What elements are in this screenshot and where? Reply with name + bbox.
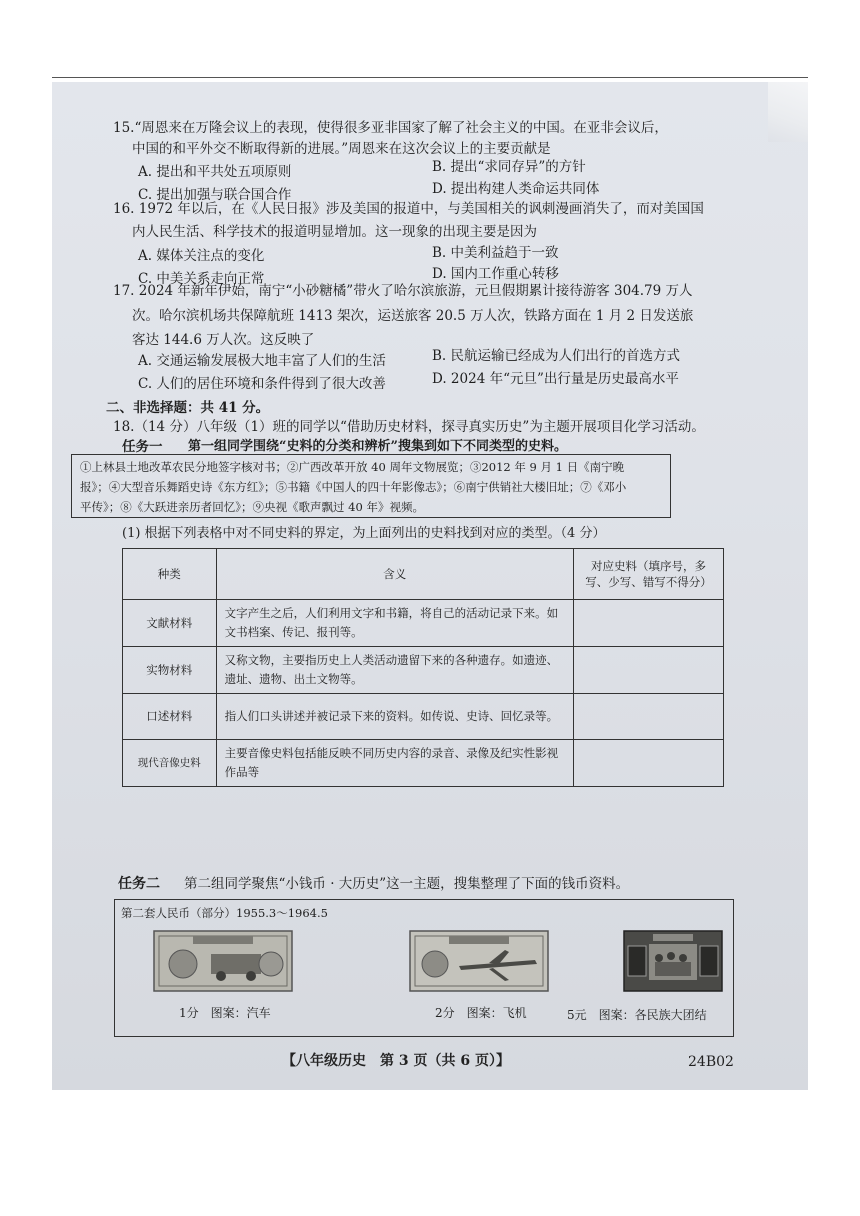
row-meaning: 又称文物，主要指历史上人类活动遗留下来的各种遗存。如遗迹、遗址、遗物、出土文物等。: [216, 647, 573, 694]
banknote-5yuan-image: [623, 930, 723, 992]
page-footer-code: 24B02: [688, 1054, 734, 1070]
table-header-row: [123, 549, 724, 600]
q15-option-a: A. 提出和平共处五项原则: [138, 164, 292, 180]
row-answer-cell[interactable]: [573, 647, 723, 694]
task1-label: 任务一: [122, 439, 163, 455]
row-kind: 现代音像史料: [123, 740, 217, 787]
q15-stem-line2: 中国的和平外交不断取得新的进展。”周恩来在这次会议上的主要贡献是: [132, 141, 551, 157]
task1-text: 第一组同学围绕“史料的分类和辨析”搜集到如下不同类型的史料。: [188, 439, 567, 454]
q16-option-a: A. 媒体关注点的变化: [138, 248, 265, 264]
coin-caption-1: 1分 图案：汽车: [179, 1006, 271, 1020]
q17-option-b: B. 民航运输已经成为人们出行的首选方式: [432, 348, 681, 364]
q15-option-d: D. 提出构建人类命运共同体: [432, 181, 600, 197]
q17-stem-line2: 次。哈尔滨机场共保障航班 1413 架次，运送旅客 20.5 万人次，铁路方面在 1 月 2 日发送旅: [132, 308, 694, 324]
task2-label: 任务二: [118, 876, 160, 892]
banknote-1fen-image: [153, 930, 293, 992]
top-rule: [52, 77, 808, 78]
table-header-meaning: 含义: [216, 549, 573, 600]
row-kind: 实物材料: [123, 647, 217, 694]
table-row: [123, 600, 724, 647]
banknote-1fen: [153, 930, 293, 992]
row-kind: 口述材料: [123, 694, 217, 740]
source-type-table: [122, 548, 724, 787]
coin-caption-3: 5元 图案：各民族大团结: [567, 1008, 707, 1022]
q17-stem-line1: 17. 2024 年新年伊始，南宁“小砂糖橘”带火了哈尔滨旅游，元旦假期累计接待游客 304.79 万人: [113, 283, 693, 299]
q18-stem: 18.（14 分）八年级（1）班的同学以“借助历史材料，探寻真实历史”为主题开展项目化学习活动。: [113, 419, 705, 435]
q16-option-c: C. 中美关系走向正常: [138, 271, 265, 287]
q16-stem-line2: 内人民生活、科学技术的报道明显增加。这一现象的出现主要是因为: [132, 224, 537, 240]
table-row: [123, 694, 724, 740]
page-curl: [768, 82, 808, 142]
q15-option-c: C. 提出加强与联合国合作: [138, 187, 292, 203]
coin-caption-2: 2分 图案：飞机: [435, 1006, 527, 1020]
q17-option-a: A. 交通运输发展极大地丰富了人们的生活: [138, 353, 386, 369]
sources-line1: ①上林县土地改革农民分地签字核对书；②广西改革开放 40 周年文物展览；③2012 年 9 月 1 日《南宁晚: [80, 460, 625, 474]
section-title: 二、非选择题：共 41 分。: [106, 400, 270, 416]
q15-stem-line1: 15.“周恩来在万隆会议上的表现，使得很多亚非国家了解了社会主义的中国。在亚非会议后，: [113, 120, 668, 136]
q17-option-d: D. 2024 年“元旦”出行量是历史最高水平: [432, 371, 679, 387]
q16-option-b: B. 中美利益趋于一致: [432, 245, 559, 261]
q17-option-c: C. 人们的居住环境和条件得到了很大改善: [138, 376, 386, 392]
row-answer-cell[interactable]: [573, 600, 723, 647]
currency-title: 第二套人民币（部分）1955.3～1964.5: [121, 906, 328, 920]
q15-option-b: B. 提出“求同存异”的方针: [432, 159, 586, 175]
row-meaning: 指人们口头讲述并被记录下来的资料。如传说、史诗、回忆录等。: [216, 694, 573, 740]
currency-box: [114, 899, 734, 1037]
row-kind: 文献材料: [123, 600, 217, 647]
sources-line2: 报》；④大型音乐舞蹈史诗《东方红》；⑤书籍《中国人的四十年影像志》；⑥南宁供销社大楼旧址；⑦《邓小: [80, 480, 627, 494]
row-meaning: 主要音像史料包括能反映不同历史内容的录音、录像及纪实性影视作品等: [216, 740, 573, 787]
sources-line3: 平传》；⑧《大跃进亲历者回忆》；⑨央视《歌声飘过 40 年》视频。: [80, 500, 424, 514]
banknote-5yuan: [623, 930, 723, 992]
exam-page-photo: [52, 82, 808, 1090]
q17-stem-line3: 客达 144.6 万人次。这反映了: [132, 332, 315, 348]
page-footer-label: 【八年级历史 第 3 页（共 6 页）】: [282, 1053, 510, 1069]
q16-option-d: D. 国内工作重心转移: [432, 266, 559, 282]
row-answer-cell[interactable]: [573, 740, 723, 787]
table-header-answer-line2: 写、少写、错写不得分）: [585, 575, 712, 589]
banknote-2fen: [409, 930, 549, 992]
row-meaning: 文字产生之后，人们利用文字和书籍，将自己的活动记录下来。如文书档案、传记、报刊等。: [216, 600, 573, 647]
task2-text: 第二组同学聚焦“小钱币 · 大历史”这一主题，搜集整理了下面的钱币资料。: [184, 876, 630, 892]
table-row: [123, 647, 724, 694]
table-header-answer-line1: 对应史料（填序号，多: [590, 559, 706, 573]
table-header-answer: [573, 549, 723, 600]
sources-box: [71, 454, 671, 518]
table-header-kind: 种类: [123, 549, 217, 600]
q18-sub1: (1) 根据下列表格中对不同史料的界定，为上面列出的史料找到对应的类型。（4 分）: [122, 526, 606, 541]
banknote-2fen-image: [409, 930, 549, 992]
table-row: [123, 740, 724, 787]
row-answer-cell[interactable]: [573, 694, 723, 740]
q16-stem-line1: 16. 1972 年以后，在《人民日报》涉及美国的报道中，与美国相关的讽刺漫画消失了，而对美国国: [113, 201, 704, 217]
